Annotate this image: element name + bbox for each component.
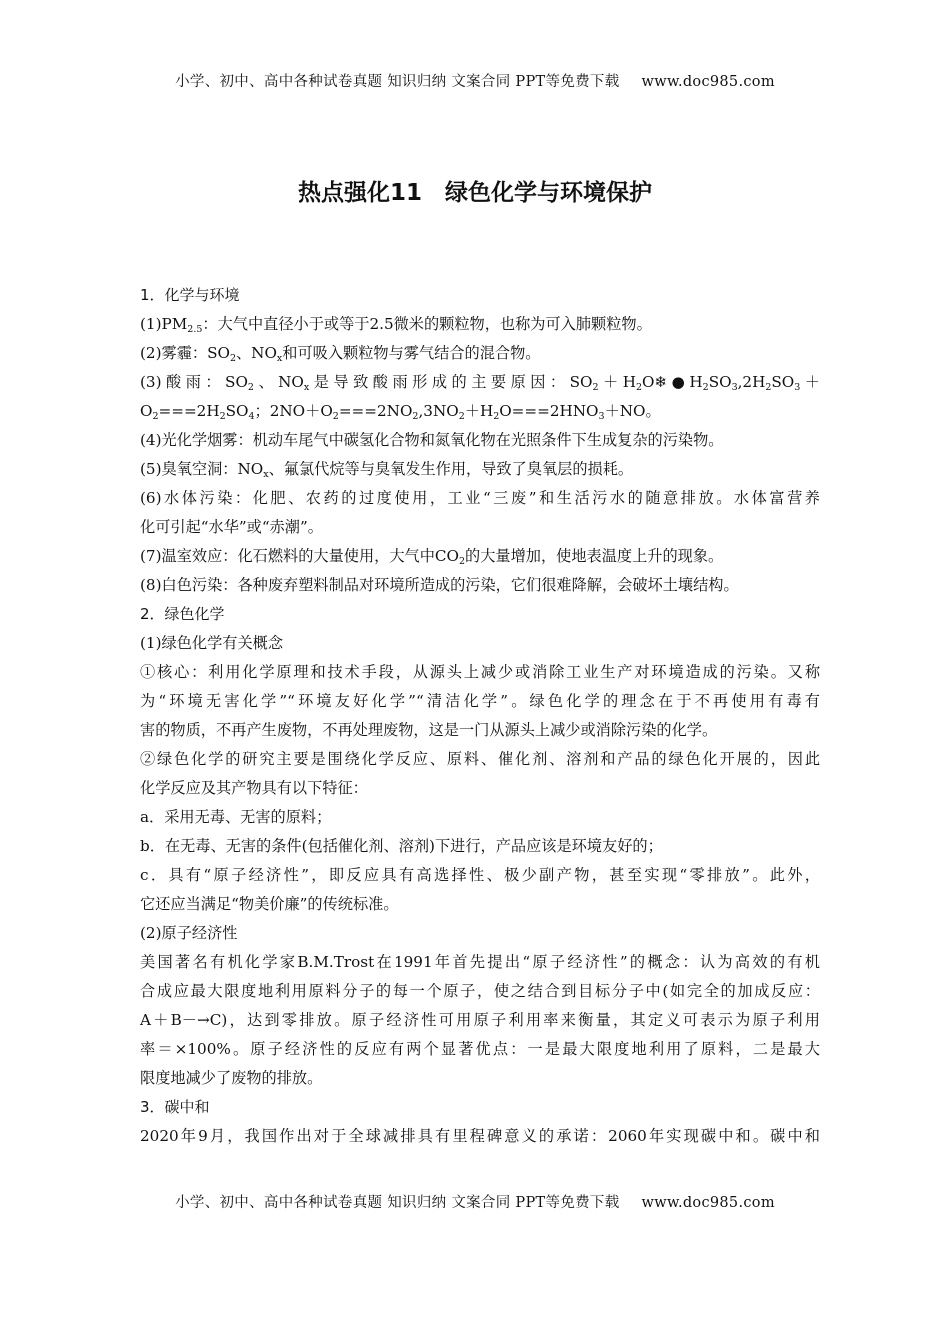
paragraph: 为“环境无害化学”“环境友好化学”“清洁化学”。绿色化学的理念在于不再使用有毒有	[140, 692, 820, 710]
paragraph: 合成应最大限度地利用原料分子的每一个原子，使之结合到目标分子中(如完全的加成反应：	[140, 982, 820, 1000]
list-item: b．在无毒、无害的条件(包括催化剂、溶剂)下进行，产品应该是环境友好的；	[140, 837, 663, 855]
subheading: (2)原子经济性	[140, 924, 238, 942]
subheading: (1)绿色化学有关概念	[140, 634, 284, 652]
paragraph: $(1)PM_{2.5}$：大气中直径小于或等于2.5微米的颗粒物，也称为可入肺颗粒物。	[140, 315, 652, 335]
paragraph: 率＝×100%。原子经济性的反应有两个显著优点：一是最大限度地利用了原料，二是最大	[140, 1040, 820, 1058]
paragraph: 化可引起“水华”或“赤潮”。	[140, 518, 323, 536]
paragraph: 2020年9月，我国作出对于全球减排具有里程碑意义的承诺：2060年实现碳中和。碳中和	[140, 1127, 820, 1145]
paragraph: 美国著名有机化学家B.M.Trost在1991年首先提出“原子经济性”的概念：认为高效的有机	[140, 953, 820, 971]
paragraph: 害的物质，不再产生废物，不再处理废物，这是一门从源头上减少或消除污染的化学。	[140, 721, 718, 739]
paragraph: 化学反应及其产物具有以下特征：	[140, 779, 368, 797]
paragraph: $O_2===2H_2SO_4$；$2NO+O_2===2NO_2,3NO_2+H_2O===2HNO_3+NO$。	[140, 402, 661, 422]
document-body	[140, 281, 820, 1151]
paragraph: ①核心：利用化学原理和技术手段，从源头上减少或消除工业生产对环境造成的污染。又称	[140, 663, 820, 681]
paragraph: (6)水体污染：化肥、农药的过度使用，工业“三废”和生活污水的随意排放。水体富营养	[140, 489, 820, 507]
list-item: c．具有“原子经济性”，即反应具有高选择性、极少副产物，甚至实现“零排放”。此外，	[140, 866, 820, 884]
paragraph: (3)酸雨：$SO_2$、$NO_x$是导致酸雨形成的主要原因：$SO_2+H_2O❄●H_2SO_3,2H_2SO_3+$	[140, 373, 820, 393]
footer-text: 小学、初中、高中各种试卷真题 知识归纳 文案合同 PPT等免费下载	[175, 1195, 620, 1211]
paragraph: A＋B－→C)，达到零排放。原子经济性可用原子利用率来衡量，其定义可表示为原子利用	[140, 1011, 820, 1029]
paragraph: (2)雾霾：$SO_2$、$NO_x$和可吸入颗粒物与雾气结合的混合物。	[140, 344, 541, 364]
header-url[interactable]: www.doc985.com	[641, 74, 775, 90]
paragraph: (4)光化学烟雾：机动车尾气中碳氢化合物和氮氧化物在光照条件下生成复杂的污染物。	[140, 431, 724, 449]
paragraph: (5)臭氧空洞：$NO_x$、氟氯代烷等与臭氧发生作用，导致了臭氧层的损耗。	[140, 460, 634, 480]
header-text: 小学、初中、高中各种试卷真题 知识归纳 文案合同 PPT等免费下载	[175, 74, 620, 90]
paragraph: (7)温室效应：化石燃料的大量使用，大气中$CO_2$的大量增加，使地表温度上升的现象。	[140, 547, 724, 567]
footer-url[interactable]: www.doc985.com	[641, 1195, 775, 1211]
list-item: 它还应当满足“物美价廉”的传统标准。	[140, 895, 399, 913]
page-header	[0, 70, 950, 91]
paragraph: 限度地减少了废物的排放。	[140, 1069, 323, 1087]
list-item: a．采用无毒、无害的原料；	[140, 808, 332, 826]
section-heading: 3．碳中和	[140, 1098, 210, 1116]
section-heading: 2．绿色化学	[140, 605, 225, 623]
paragraph: ②绿色化学的研究主要是围绕化学反应、原料、催化剂、溶剂和产品的绿色化开展的，因此	[140, 750, 820, 768]
paragraph: (8)白色污染：各种废弃塑料制品对环境所造成的污染，它们很难降解，会破坏土壤结构。	[140, 576, 739, 594]
page-footer	[0, 1191, 950, 1212]
page-title: 热点强化11 绿色化学与环境保护	[297, 180, 652, 206]
section-heading: 1．化学与环境	[140, 286, 240, 304]
